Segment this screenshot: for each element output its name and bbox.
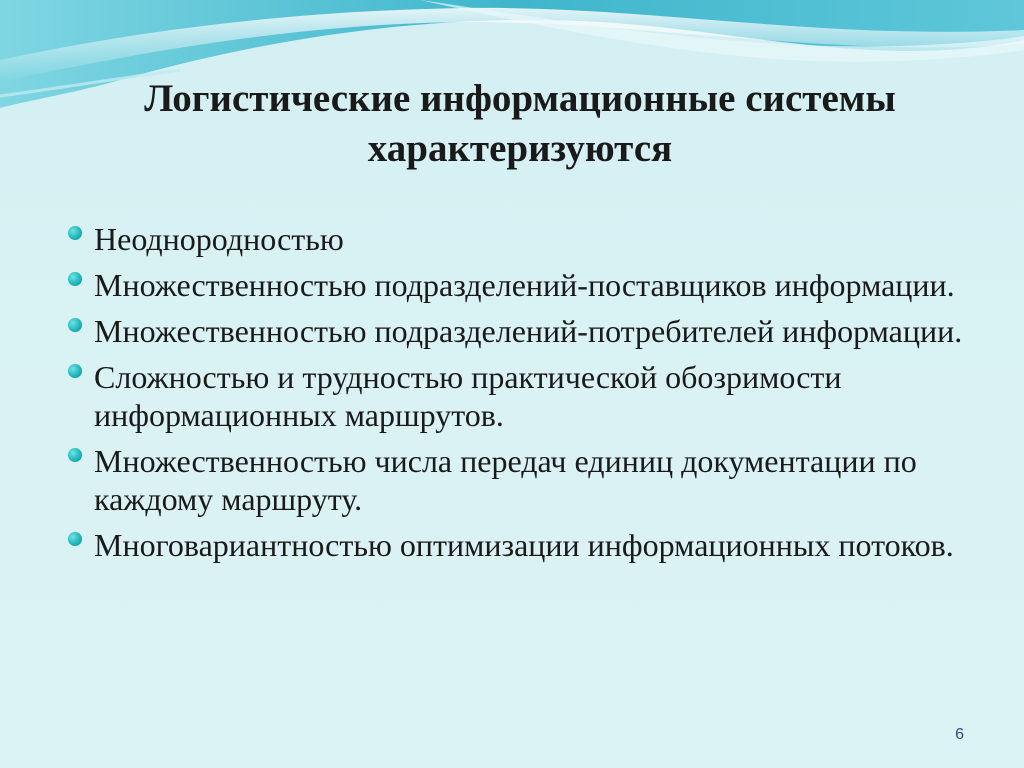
bullet-icon: [68, 448, 82, 462]
list-item: [60, 442, 980, 518]
title-line-1: Логистические информационные системы: [144, 77, 896, 120]
list-item: [60, 220, 980, 258]
list-item: [60, 358, 980, 434]
list-item-text: Множественностью числа передач единиц документации по каждому маршруту.: [94, 443, 917, 517]
list-item-text: Множественностью подразделений-потребителей информации.: [94, 313, 963, 349]
bullet-icon: [68, 364, 82, 378]
list-item: [60, 312, 980, 350]
slide-title: [40, 74, 1000, 174]
bullet-icon: [68, 532, 82, 546]
list-item: [60, 526, 980, 564]
bullet-icon: [68, 226, 82, 240]
page-number: 6: [955, 726, 964, 743]
bullet-icon: [68, 272, 82, 286]
bullet-icon: [68, 318, 82, 332]
bullet-list: [60, 220, 980, 572]
list-item-text: Сложностью и трудностью практической обозримости информационных маршрутов.: [94, 359, 842, 433]
list-item-text: Множественностью подразделений-поставщиков информации.: [94, 267, 955, 303]
list-item-text: Неоднородностью: [94, 221, 344, 257]
list-item-text: Многовариантностью оптимизации информационных потоков.: [94, 527, 954, 563]
title-line-2: характеризуются: [367, 127, 673, 170]
list-item: [60, 266, 980, 304]
